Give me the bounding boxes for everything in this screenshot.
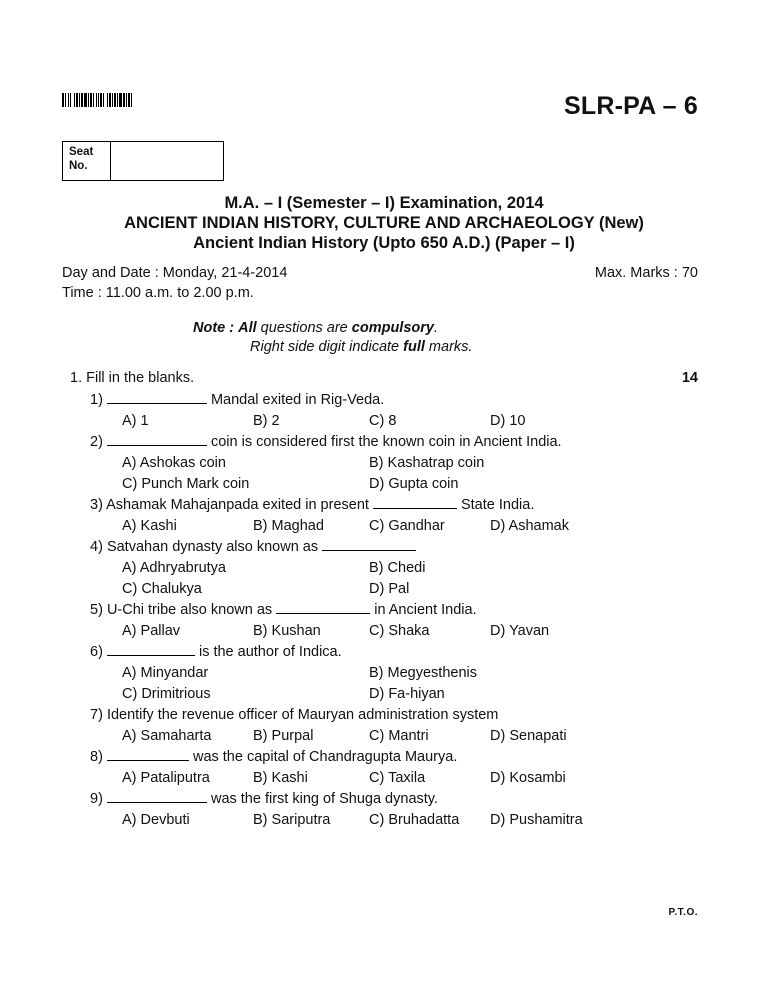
item-text-after: in Ancient India.: [374, 602, 477, 618]
instructions-note: [193, 319, 472, 357]
option-c: C) Drimitrious: [122, 686, 211, 702]
option-d: D) 10: [490, 413, 526, 429]
option-c: C) Bruhadatta: [369, 812, 460, 828]
option-b: B) Maghad: [253, 518, 324, 534]
item-text-after: State India.: [460, 497, 535, 513]
item-number: 9): [90, 791, 103, 807]
question-1-text: 1. Fill in the blanks.: [70, 370, 195, 386]
item-number: 6): [90, 644, 103, 660]
option-b: B) Kashi: [253, 770, 308, 786]
seat-label-line2: No.: [69, 160, 88, 172]
question-item: [90, 434, 562, 450]
option-a: A) Adhryabrutya: [122, 560, 226, 576]
seat-number-box: [62, 141, 224, 181]
note-text: questions are: [256, 320, 352, 336]
option-d: D) Gupta coin: [369, 476, 459, 492]
exam-time: Time : 11.00 a.m. to 2.00 p.m.: [62, 285, 254, 301]
option-a: A) Minyandar: [122, 665, 209, 681]
max-marks: Max. Marks : 70: [594, 265, 698, 281]
item-number: 8): [90, 749, 103, 765]
question-item: [90, 392, 384, 408]
answer-blank: [107, 392, 207, 404]
option-d: D) Yavan: [490, 623, 550, 639]
item-text-after: coin is considered first the known coin in Ancient India.: [210, 434, 562, 450]
option-b: B) 2: [253, 413, 280, 429]
option-a: A) Kashi: [122, 518, 177, 534]
answer-blank: [322, 539, 416, 551]
option-b: B) Kushan: [253, 623, 321, 639]
option-d: D) Kosambi: [490, 770, 566, 786]
option-b: B) Megyesthenis: [369, 665, 477, 681]
option-b: B) Kashatrap coin: [369, 455, 485, 471]
option-b: B) Sariputra: [253, 812, 331, 828]
question-item: [90, 497, 534, 513]
item-text-before: Ashamak Mahajanpada exited in present: [106, 497, 369, 513]
subject-title: ANCIENT INDIAN HISTORY, CULTURE AND ARCHAEOLOGY (New): [124, 214, 644, 232]
barcode-image: [62, 93, 172, 107]
exam-title: M.A. – I (Semester – I) Examination, 2014: [224, 194, 544, 212]
item-number: 5): [90, 602, 103, 618]
option-a: A) Samaharta: [122, 728, 212, 744]
item-number: 7): [90, 707, 103, 723]
option-a: A) Pallav: [122, 623, 181, 639]
note-line-1: [193, 319, 472, 338]
note-line-2: [193, 338, 472, 357]
question-item: [90, 749, 457, 765]
option-d: D) Pal: [369, 581, 410, 597]
question-item: [90, 602, 477, 618]
option-a: A) Ashokas coin: [122, 455, 226, 471]
option-c: C) Chalukya: [122, 581, 202, 597]
pto-label: P.T.O.: [668, 907, 698, 918]
item-number: 3): [90, 497, 103, 513]
option-c: C) Punch Mark coin: [122, 476, 250, 492]
answer-blank: [107, 791, 207, 803]
item-text-before: U-Chi tribe also known as: [106, 602, 273, 618]
question-item: [90, 539, 416, 555]
option-a: A) Devbuti: [122, 812, 190, 828]
note-emph-compulsory: compulsory: [351, 320, 434, 336]
question-item: [90, 791, 438, 807]
seat-label: [63, 142, 111, 180]
item-text-before: Identify the revenue officer of Mauryan administration system: [106, 707, 499, 723]
seat-label-line1: Seat: [69, 146, 94, 158]
question-item: [90, 644, 342, 660]
option-d: D) Fa-hiyan: [369, 686, 445, 702]
day-date: Day and Date : Monday, 21-4-2014: [62, 265, 288, 281]
item-number: 1): [90, 392, 103, 408]
note-emph-all: All: [238, 320, 257, 336]
option-c: C) Taxila: [369, 770, 426, 786]
item-number: 4): [90, 539, 103, 555]
option-b: B) Chedi: [369, 560, 426, 576]
note-label: Note :: [193, 320, 235, 336]
note-text: .: [433, 320, 438, 336]
item-text-after: was the capital of Chandragupta Maurya.: [192, 749, 458, 765]
option-c: C) Shaka: [369, 623, 430, 639]
seat-number-field: [111, 142, 223, 180]
note-emph-full: full: [403, 339, 425, 355]
option-c: C) Mantri: [369, 728, 429, 744]
option-c: C) Gandhar: [369, 518, 445, 534]
option-d: D) Pushamitra: [490, 812, 583, 828]
option-d: D) Ashamak: [490, 518, 569, 534]
option-a: A) 1: [122, 413, 149, 429]
answer-blank: [107, 434, 207, 446]
answer-blank: [373, 497, 457, 509]
option-b: B) Purpal: [253, 728, 314, 744]
question-item: [90, 707, 498, 723]
item-text-after: was the first king of Shuga dynasty.: [210, 791, 438, 807]
answer-blank: [107, 644, 195, 656]
note-text: Right side digit indicate: [250, 339, 404, 355]
item-number: 2): [90, 434, 103, 450]
answer-blank: [276, 602, 370, 614]
note-text: marks.: [424, 339, 473, 355]
question-1-marks: 14: [681, 370, 698, 386]
option-d: D) Senapati: [490, 728, 567, 744]
item-text-after: is the author of Indica.: [198, 644, 342, 660]
item-text-after: Mandal exited in Rig-Veda.: [210, 392, 385, 408]
paper-title: Ancient Indian History (Upto 650 A.D.) (Paper – I): [193, 234, 575, 252]
option-c: C) 8: [369, 413, 397, 429]
option-a: A) Pataliputra: [122, 770, 210, 786]
item-text-before: Satvahan dynasty also known as: [106, 539, 319, 555]
paper-code: SLR-PA – 6: [564, 92, 698, 120]
answer-blank: [107, 749, 189, 761]
